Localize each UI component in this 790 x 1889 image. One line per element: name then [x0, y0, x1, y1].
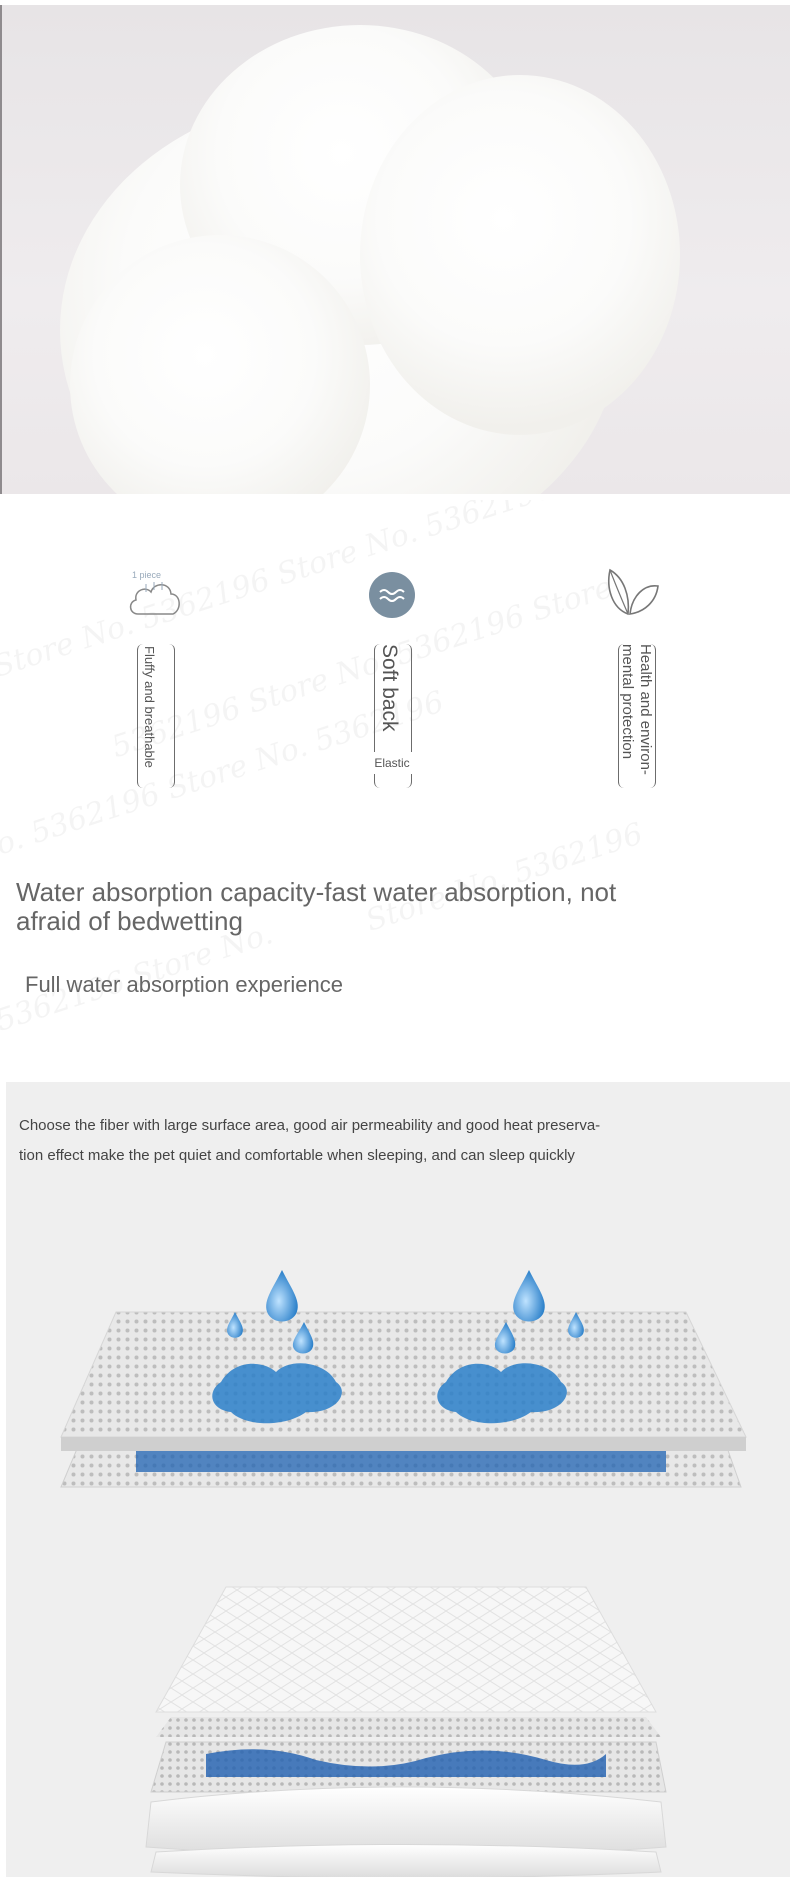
cloud-icon-label: 1 piece — [132, 570, 162, 580]
feature-sublabel-elastic: Elastic — [368, 752, 416, 774]
feature-label-health: Health and environ-mental protection — [619, 644, 654, 775]
pad-caption-line1: Choose the fiber with large surface area, good air permeability and good heat preserva- — [19, 1117, 601, 1134]
cotton-hero-image — [0, 5, 790, 494]
section-title — [16, 878, 616, 936]
section-title-line1: Water absorption capacity-fast water absorption, not — [16, 877, 617, 907]
hero-left-edge — [0, 5, 2, 494]
leaf-icon — [604, 568, 660, 618]
stacked-pad-illustration — [6, 1492, 790, 1877]
feature-label-fluffy: Fluffy and breathable — [142, 646, 157, 768]
section-subtitle: Full water absorption experience — [25, 972, 343, 997]
wave-icon — [368, 571, 416, 619]
feature-label-soft: Soft back — [378, 644, 401, 732]
section-title-line2: afraid of bedwetting — [16, 906, 243, 936]
pad-layers-image — [6, 1082, 790, 1877]
cotton-puff-right — [360, 75, 680, 435]
absorption-layers-illustration — [6, 1182, 790, 1522]
pad-caption-line2: tion effect make the pet quiet and comfortable when sleeping, and can sleep quickly — [19, 1147, 575, 1164]
